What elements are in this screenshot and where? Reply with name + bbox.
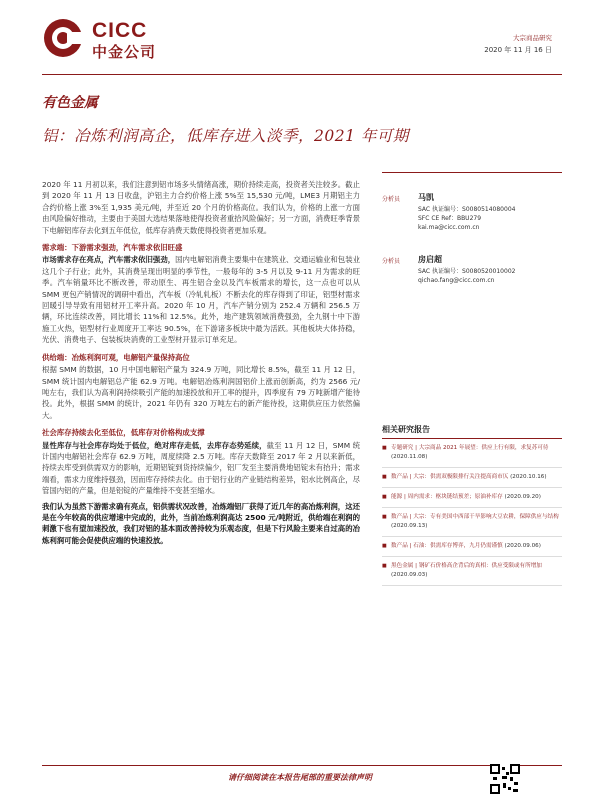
qr-code-icon [490, 764, 520, 794]
related-report-text[interactable]: 数产品 | 石油：供需库存博弈，九月仍需谨慎 [391, 543, 503, 549]
section-lead-inventory: 显性库存与社会库存均处于低位，绝对库存走低，去库存态势延续， [42, 440, 267, 450]
analyst-name: 房启超 [418, 255, 442, 264]
section-body-inventory: 截至 11 月 12 日，SMM 统计国内电解铝社会库存 62.9 万吨，周度续降 2.5 万吨。库存天数降至 2017 年 2 月以来新低，持续去库受到供需双方的影响，近期铝锭到货持续偏少，铝厂发至主要消费地铝锭未有抬升；需求端看，需求力度维持强劲，因而库存持续去化。由于铝行业的产业链结构差异，铝水比例高企，尽管国内铝的产量，但是铝锭的产量维持不变甚至缩水。 [42, 440, 360, 496]
related-report-date: (2020.10.16) [510, 474, 547, 480]
analyst-card [382, 175, 562, 231]
related-report-item[interactable] [382, 508, 562, 537]
intro-paragraph: 2020 年 11 月初以来，我们注意到铝市场多头情绪高涨，期价持续走高，投资者关注较多。截止到 2020 年 11 月 13 日收盘，沪铝主力合约价格上涨 5%至 15,530 元/吨，LME3 月期铝主力合约价格上涨 3%至 1,935 美元/吨，并至近 20 个月的价格高位。我们认为，价格的上涨一方面由风险偏好推动，主要由于美国大选结果落地使得投资者重拾风险偏好；另一方面，消费旺季背景下电解铝库存去化到五年低位，低库存消费天数使得投资者更加乐观。 [42, 180, 360, 235]
report-meta [484, 32, 552, 56]
report-category: 大宗商品研究 [513, 34, 552, 42]
header-divider [42, 74, 562, 75]
footer-divider [42, 765, 562, 766]
analyst-name: 马凯 [418, 193, 434, 202]
analyst-role: 分析员 [382, 258, 401, 265]
section-title-demand: 需求端：下游需求强劲，汽车需求依旧旺盛 [42, 243, 183, 253]
analyst-card [382, 237, 562, 287]
analyst-email[interactable]: kai.ma@cicc.com.cn [418, 224, 480, 231]
analyst-info [418, 193, 515, 232]
related-report-item[interactable] [382, 537, 562, 557]
section-title-supply: 供给端：冶炼利润可观，电解铝产量保持高位 [42, 352, 190, 362]
related-report-text[interactable]: 数产品 | 大宗：专有美国中西部干旱影响大豆农耕，保障供应与结构 [391, 514, 559, 520]
analyst-sfc: SFC CE Ref：BBU279 [418, 215, 482, 222]
related-report-date: (2020.11.08) [391, 454, 428, 460]
related-report-item[interactable] [382, 468, 562, 488]
main-body [42, 179, 360, 550]
report-date: 2020 年 11 月 16 日 [484, 46, 552, 54]
section-paragraph-demand [42, 254, 360, 345]
related-report-date: (2020.09.13) [391, 523, 428, 529]
related-report-text[interactable]: 能源 | 周内需求：枢块链结预差；原油补库存 [391, 494, 503, 500]
related-report-date: (2020.09.03) [391, 572, 428, 578]
analyst-divider [382, 172, 562, 173]
related-report-item[interactable] [382, 439, 562, 468]
analyst-sac: SAC 执证编号：S0080520010002 [418, 268, 516, 275]
report-headline: 铝：冶炼利润高企，低库存进入淡季，2021 年可期 [42, 127, 409, 145]
cicc-logo-icon [42, 17, 84, 59]
related-report-item[interactable] [382, 488, 562, 508]
analyst-panel [382, 172, 562, 287]
conclusion-paragraph: 我们认为虽然下游需求确有亮点，铝供需状况改善，冶炼端铝厂获得了近几年的高冶炼利润，这还是在今年较高的供应增速中完成的，此外，当前冶炼利润高达 2500 元/吨附近，供给端在利润的刺激下也有望加速投放，我们对铝的基本面改善持较为乐观态度，但是下行风险主要来自过高的冶炼利润可能会促使供应端的快速投放。 [42, 501, 360, 545]
related-reports-title: 相关研究报告 [382, 424, 562, 439]
related-report-text[interactable]: 数产品 | 大宗：供需双极限排行关注提高商市仄 [391, 474, 509, 480]
analyst-sac: SAC 执证编号：S0080514080004 [418, 206, 516, 213]
logo-text-en: CICC [92, 19, 148, 42]
section-body-demand: 国内电解铝消费主要集中在建筑业、交通运输业和包装业这几个子行业；此外，其消费呈现出明显的季节性，一般每年的 3-5 月以及 9-11 月为需求的旺季。汽车销量环比不断改善，带动原生、再生铝合金以及汽车板需求的增长，这一点也可以从 SMM 更包产销情况的调研中看出，汽车板（冷轧轧板）不断去化的库存得到了印证，铝型材需求回暖引导导致有用铝材开工率升高。2020 年 10 月，汽车产销分别为 252.4 万辆和 256.5 万辆，环比连续改善，同比增长 11%和 12.5%。此外，地产建筑领域消费强劲，全九钢十中下游施工火热，铝型材行业周度开工率达 90.5%，在下游诸多板块中最为活跃。其他板块大体持稳，光伏、消费电子、包装板块消费的工业型材开显示订单充足。 [42, 255, 360, 345]
related-report-text[interactable]: 黑色金属 | 钢矿石价格高企背后的真相：供应受限或有所增加 [391, 563, 542, 569]
section-body-supply: 根据 SMM 的数据，10 月中国电解铝产量为 324.9 万吨，同比增长 8.5%，截至 11 月 12 日，SMM 统计国内电解铝总产能 62.9 万吨。电解铝冶炼利润国铝价上涨而创新高，约为 2566 元/吨左右，我们认为高利润持续吸引产能的加速投放和开工率的提升，四季度有 79 万吨新增产能待投。此外，根据 SMM 的统计，2021 年仍有 320 万吨左右的新产能待投，这期供应压力依然偏大。 [42, 365, 360, 420]
analyst-info [418, 255, 515, 285]
related-reports [382, 424, 562, 586]
analyst-role: 分析员 [382, 196, 401, 203]
related-report-date: (2020.09.20) [504, 494, 541, 500]
related-report-text[interactable]: 专题研究 | 大宗商品 2021 年展望：供应上行有限，求复苏可待 [391, 445, 549, 451]
section-lead-demand: 市场需求存在亮点，汽车需求依旧强劲， [42, 255, 176, 265]
section-title-inventory: 社会库存持续去化至低位，低库存对价格构成支撑 [42, 428, 205, 438]
related-report-item[interactable] [382, 557, 562, 586]
analyst-email[interactable]: qichao.fang@cicc.com.cn [418, 277, 495, 284]
sector-title: 有色金属 [42, 95, 98, 111]
logo-text-cn: 中金公司 [92, 43, 157, 61]
legal-notice: 请仔细阅读在本报告尾部的重要法律声明 [228, 772, 372, 782]
related-report-date: (2020.09.06) [504, 543, 541, 549]
cicc-logo [42, 17, 192, 67]
section-paragraph-inventory [42, 440, 360, 497]
